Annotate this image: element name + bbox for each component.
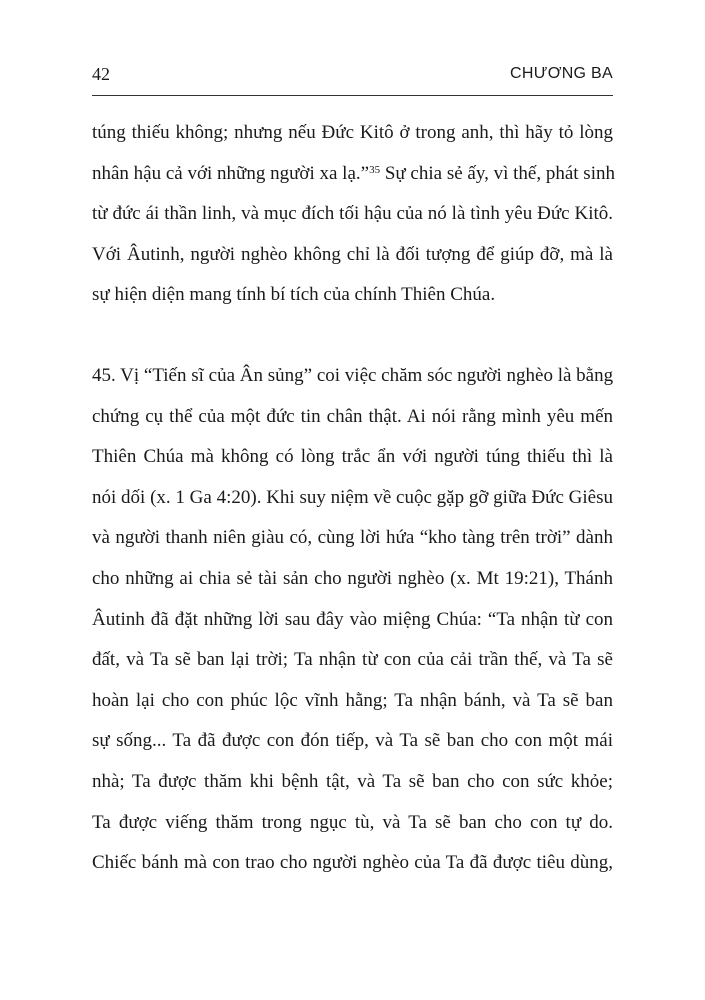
text-line-with-footnote bbox=[92, 154, 613, 195]
text-line: 45. Vị “Tiến sĩ của Ân sủng” coi việc chăm sóc người nghèo là bằng bbox=[92, 365, 614, 386]
paragraph-45 bbox=[92, 356, 613, 884]
text-line: và người thanh niên giàu có, cùng lời hứa “kho tàng trên trời” dành bbox=[92, 527, 613, 549]
footnote-marker: 35 bbox=[369, 163, 381, 176]
text-line: từ đức ái thần linh, và mục đích tối hậu của nó là tình yêu Đức Kitô. bbox=[92, 203, 613, 225]
text-line: chứng cụ thể của một đức tin chân thật. Ai nói rằng mình yêu mến bbox=[92, 405, 613, 427]
text-line: Với Âutinh, người nghèo không chỉ là đối tượng để giúp đỡ, mà là bbox=[92, 243, 613, 265]
text-line: cho những ai chia sẻ tài sản cho người nghèo (x. Mt 19:21), Thánh bbox=[92, 567, 613, 589]
paragraph-continuation bbox=[92, 113, 613, 316]
text-line: túng thiếu không; nhưng nếu Đức Kitô ở trong anh, thì hãy tỏ lòng bbox=[92, 122, 613, 143]
chapter-title: CHƯƠNG BA bbox=[510, 65, 613, 82]
text-line: nói dối (x. 1 Ga 4:20). Khi suy niệm về cuộc gặp gỡ giữa Đức Giêsu bbox=[92, 486, 613, 508]
text-line: hoàn lại cho con phúc lộc vĩnh hằng; Ta nhận bánh, và Ta sẽ ban bbox=[92, 689, 613, 711]
text-line: đất, và Ta sẽ ban lại trời; Ta nhận từ con của cải trần thế, và Ta sẽ bbox=[92, 649, 613, 671]
text-line: Âutinh đã đặt những lời sau đây vào miệng Chúa: “Ta nhận từ con bbox=[92, 608, 613, 630]
text-line: Ta được viếng thăm trong ngục tù, và Ta sẽ ban cho con tự do. bbox=[92, 811, 613, 833]
line-text-after-footnote: Sự chia sẻ ấy, vì thế, phát sinh bbox=[380, 162, 615, 184]
text-line: nhà; Ta được thăm khi bệnh tật, và Ta sẽ ban cho con sức khỏe; bbox=[92, 770, 613, 792]
line-text: nhân hậu cả với những người xa lạ.” bbox=[92, 162, 370, 184]
text-line: Thiên Chúa mà không có lòng trắc ẩn với người túng thiếu thì là bbox=[92, 446, 613, 468]
header-divider bbox=[92, 95, 613, 96]
text-line: sự hiện diện mang tính bí tích của chính Thiên Chúa. bbox=[92, 284, 496, 306]
text-line: sự sống... Ta đã được con đón tiếp, và Ta sẽ ban cho con một mái bbox=[92, 730, 613, 752]
page-number: 42 bbox=[92, 64, 110, 84]
text-line: Chiếc bánh mà con trao cho người nghèo của Ta đã được tiêu dùng, bbox=[92, 852, 613, 874]
